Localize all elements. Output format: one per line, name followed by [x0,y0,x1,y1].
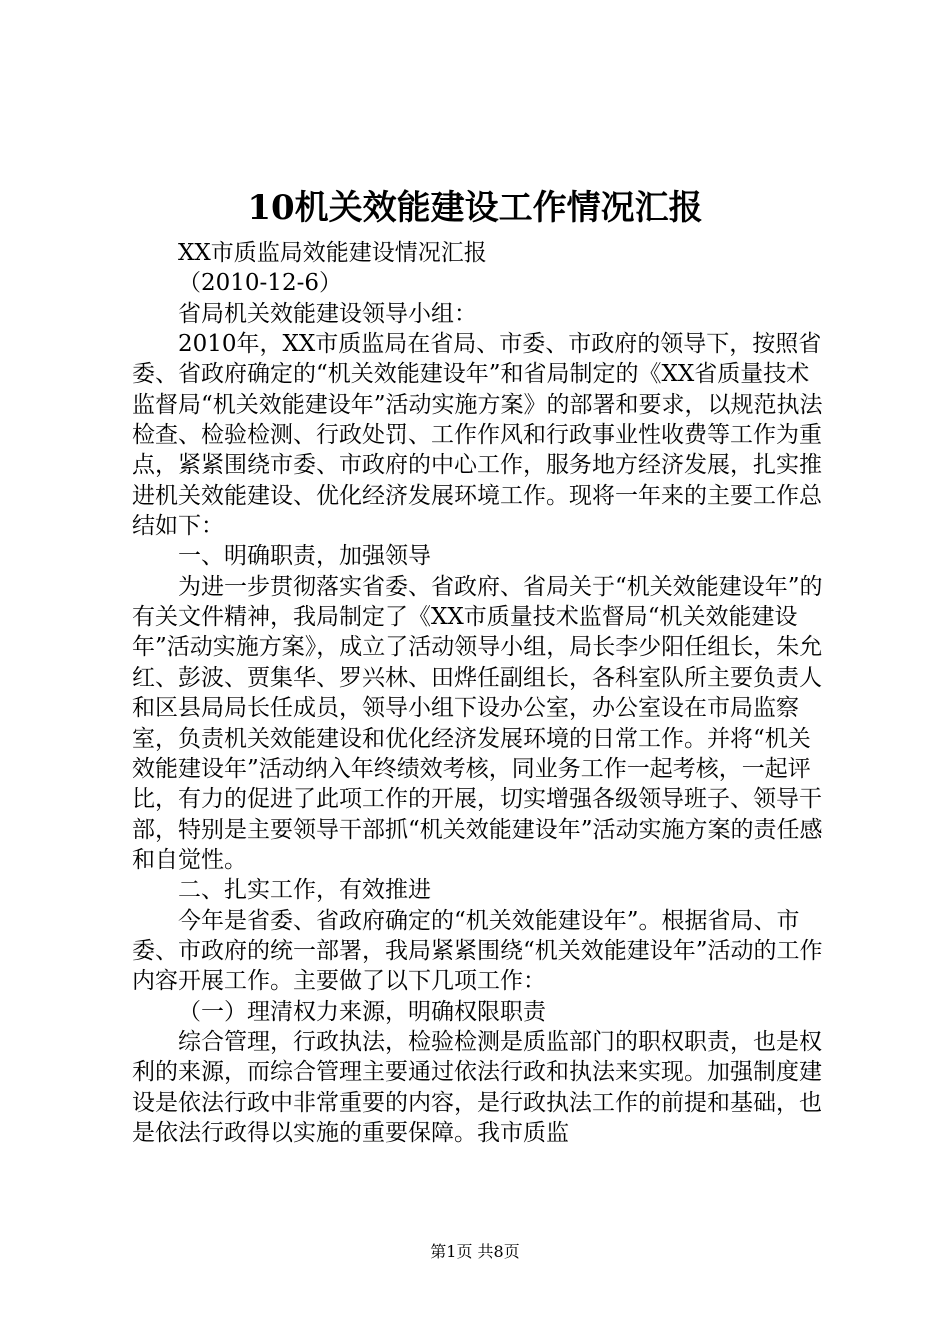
paragraph-subtitle: XX市质监局效能建设情况汇报 [178,240,487,266]
section-heading-1: 一、明确职责，加强领导 [178,543,431,570]
paragraph-date: （2010-12-6） [178,270,342,297]
subsection-heading-1: （一）理清权力来源，明确权限职责 [178,998,546,1025]
document-title: 10机关效能建设工作情况汇报 [247,188,703,228]
document-body [132,238,832,1148]
section-heading-2: 二、扎实工作，有效推进 [178,877,431,904]
paragraph-subsection-1: 综合管理，行政执法，检验检测是质监部门的职权职责，也是权利的来源，而综合管理主要通过依法行政和执法来实现。加强制度建设是依法行政中非常重要的内容，是行政执法工作的前提和基础，也是依法行政得以实施的重要保障。我市质监 [132,1028,822,1146]
paragraph-section-1: 为进一步贯彻落实省委、省政府、省局关于“机关效能建设年”的有关文件精神，我局制定了《XX市质量技术监督局“机关效能建设年”活动实施方案》，成立了活动领导小组，局长李少阳任组长，朱允红、彭波、贾集华、罗兴林、田烨任副组长，各科室队所主要负责人和区县局局长任成员，领导小组下设办公室，办公室设在市局监察室，负责机关效能建设和优化经济发展环境的日常工作。并将“机关效能建设年”活动纳入年终绩效考核，同业务工作一起考核，一起评比，有力的促进了此项工作的开展，切实增强各级领导班子、领导干部，特别是主要领导干部抓“机关效能建设年”活动实施方案的责任感和自觉性。 [132,573,823,873]
paragraph-section-2: 今年是省委、省政府确定的“机关效能建设年”。根据省局、市委、市政府的统一部署，我局紧紧围绕“机关效能建设年”活动的工作内容开展工作。主要做了以下几项工作： [132,907,823,995]
paragraph-salutation: 省局机关效能建设领导小组： [178,300,477,327]
paragraph-intro: 2010年，XX市质监局在省局、市委、市政府的领导下，按照省委、省政府确定的“机关效能建设年”和省局制定的《XX省质量技术监督局“机关效能建设年”活动实施方案》的部署和要求，以规范执法检查、检验检测、行政处罚、工作作风和行政事业性收费等工作为重点，紧紧围绕市委、市政府的中心工作，服务地方经济发展，扎实推进机关效能建设、优化经济发展环境工作。现将一年来的主要工作总结如下： [132,331,823,540]
page-footer: 第1页 共8页 [430,1242,520,1261]
